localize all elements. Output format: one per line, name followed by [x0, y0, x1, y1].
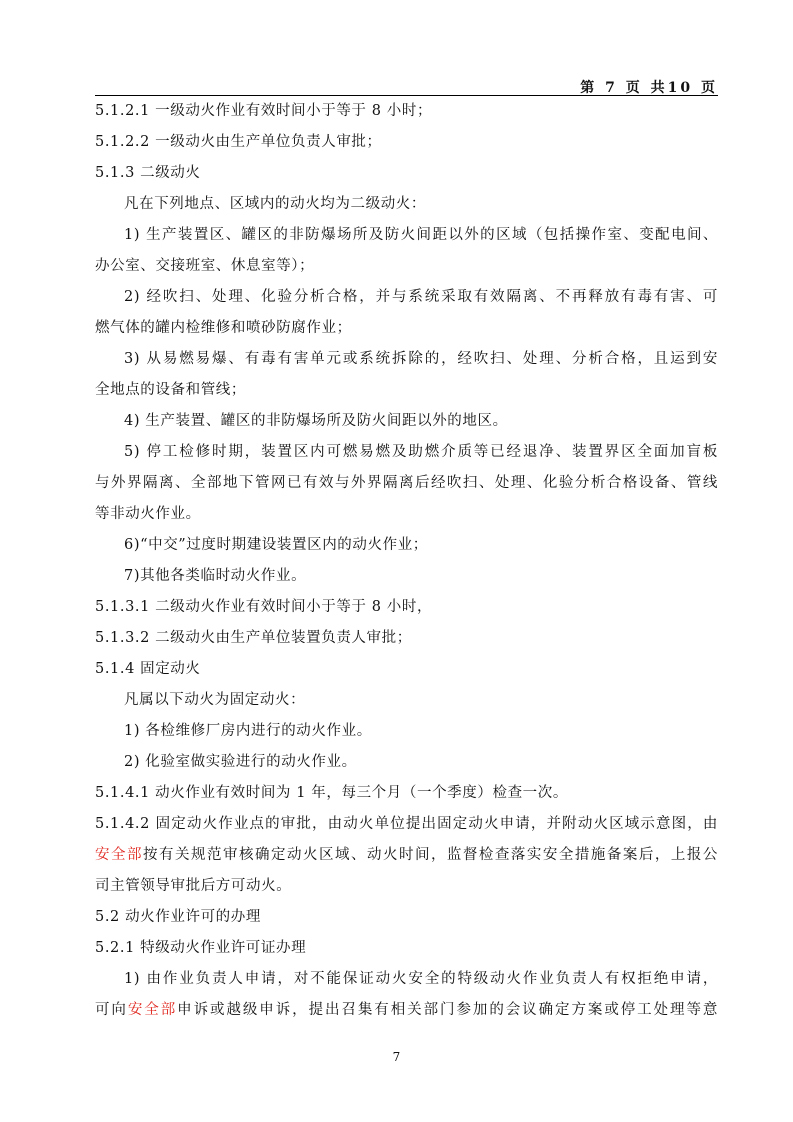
list-item-3-line2: 全地点的设备和管线； [95, 382, 246, 398]
list-item-7: 7)其他各类临时动火作业。 [124, 568, 307, 584]
clause-5-1-4-2-line3: 司主管领导审批后方可动火。 [95, 878, 292, 894]
section-5-1-3-heading: 5.1.3 二级动火 [95, 165, 201, 181]
list-item-3-line1: 3) 从易燃易爆、有毒有害单元或系统拆除的，经吹扫、处理、分析合格，且运到安 [124, 351, 718, 367]
paragraph-intro: 凡在下列地点、区域内的动火均为二级动火： [124, 196, 426, 212]
list-item-6: 6)“中交”过度时期建设装置区内的动火作业； [124, 537, 428, 553]
list-item-5-line1: 5) 停工检修时期，装置区内可燃易燃及助燃介质等已经退净、装置界区全面加盲板 [124, 444, 718, 460]
list-item-2-line1: 2) 经吹扫、处理、化验分析合格，并与系统采取有效隔离、不再释放有毒有害、可 [124, 289, 718, 305]
clause-5-1-4-2-line2 [95, 840, 718, 871]
clause-5-1-4-1: 5.1.4.1 动火作业有效时间为 1 年，每三个月（一个季度）检查一次。 [95, 785, 568, 801]
clause-5-1-2-1: 5.1.2.1 一级动火作业有效时间小于等于 8 小时； [95, 103, 433, 119]
section-5-1-4-heading: 5.1.4 固定动火 [95, 661, 201, 677]
list-item-1-line1: 1) 生产装置区、罐区的非防爆场所及防火间距以外的区域（包括操作室、变配电间、 [124, 227, 718, 243]
clause-5-1-2-2: 5.1.2.2 一级动火由生产单位负责人审批； [95, 134, 382, 150]
page-number: 7 [392, 1050, 401, 1064]
clause-5-1-4-2-line1: 5.1.4.2 固定动火作业点的审批，由动火单位提出固定动火申请，并附动火区域示意图，由 [95, 816, 718, 832]
safety-dept-highlight: 安全部 [95, 847, 143, 863]
fixed-item-1: 1) 各检维修厂房内进行的动火作业。 [124, 723, 372, 739]
list-item-5-line2: 与外界隔离、全部地下管网已有效与外界隔离后经吹扫、处理、化验分析合格设备、管线 [95, 475, 718, 491]
section-5-2-1-heading: 5.2.1 特级动火作业许可证办理 [95, 940, 307, 956]
clause-5-1-4-2-line2-rest: 按有关规范审核确定动火区域、动火时间，监督检查落实安全措施备案后，上报公 [143, 847, 718, 863]
list-item-2-line2: 燃气体的罐内检维修和喷砂防腐作业； [95, 320, 352, 336]
document-body [95, 96, 718, 1026]
clause-5-1-3-1: 5.1.3.1 二级动火作业有效时间小于等于 8 小时， [95, 599, 433, 615]
permit-item-1-line1: 1) 由作业负责人申请，对不能保证动火安全的特级动火作业负责人有权拒绝申请， [124, 971, 718, 987]
permit-item-1-line2-start: 可向 [95, 1002, 128, 1018]
list-item-5-line3: 等非动火作业。 [95, 506, 201, 522]
safety-dept-highlight-2: 安全部 [127, 1002, 178, 1018]
paragraph-fixed-intro: 凡属以下动火为固定动火： [124, 692, 306, 708]
page-header: 第 7 页 共10 页 [580, 80, 718, 96]
list-item-4: 4) 生产装置、罐区的非防爆场所及防火间距以外的地区。 [124, 413, 508, 429]
fixed-item-2: 2) 化验室做实验进行的动火作业。 [124, 754, 357, 770]
permit-item-1-line2-rest: 申诉或越级申诉，提出召集有相关部门参加的会议确定方案或停工处理等意 [177, 1002, 718, 1018]
list-item-1-line2: 办公室、交接班室、休息室等）； [95, 258, 315, 274]
permit-item-1-line2 [95, 995, 718, 1026]
clause-5-1-3-2: 5.1.3.2 二级动火由生产单位装置负责人审批； [95, 630, 412, 646]
section-5-2-heading: 5.2 动火作业许可的办理 [95, 909, 261, 925]
